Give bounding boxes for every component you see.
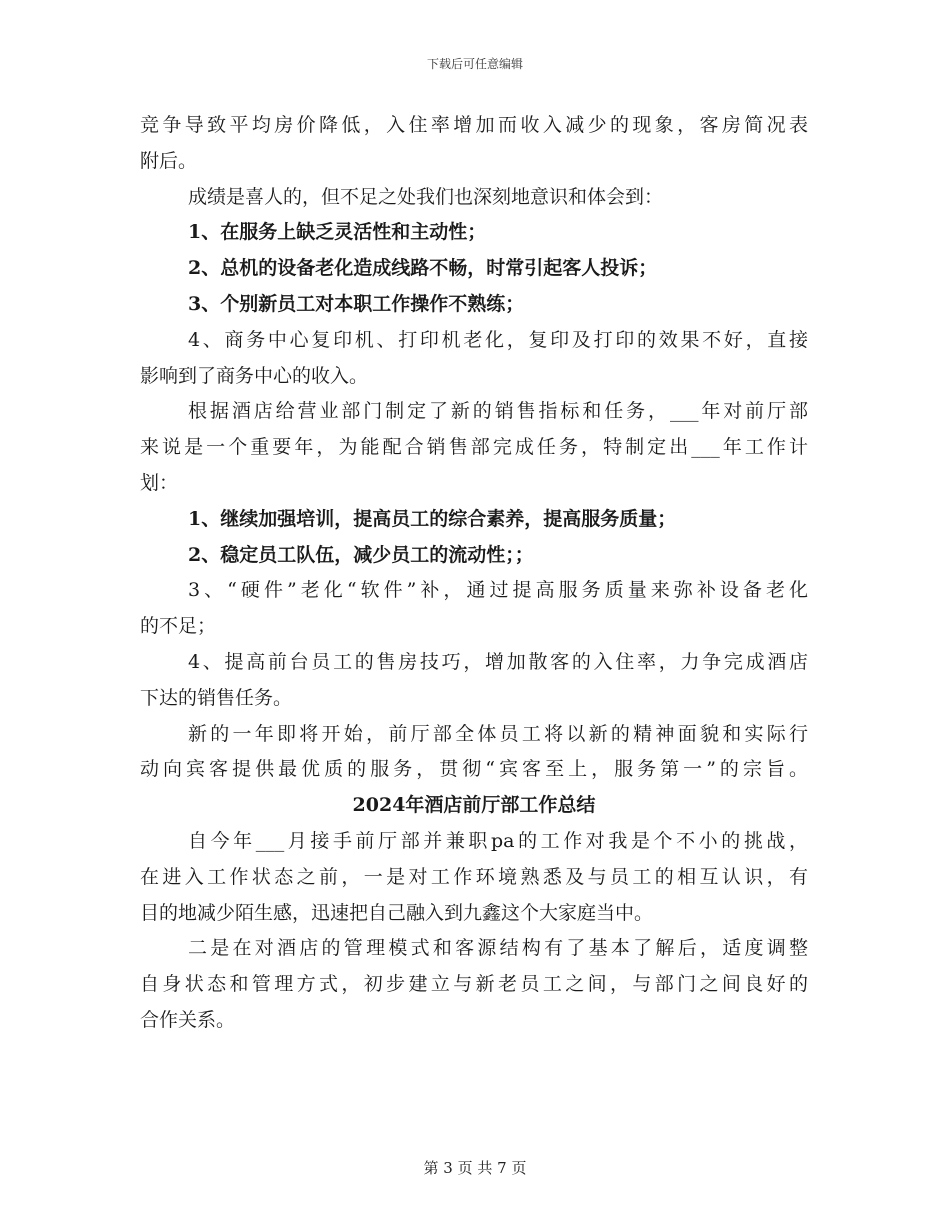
text-line: 4、商务中心复印机、打印机老化，复印及打印的效果不好，直接 <box>188 328 808 351</box>
text-line: 的不足； <box>140 615 217 638</box>
text-line: 影响到了商务中心的收入。 <box>140 364 369 387</box>
text-line: 划： <box>140 471 179 494</box>
text-line: 4、提高前台员工的售房技巧，增加散客的入住率，力争完成酒店 <box>188 650 808 673</box>
page-header: 下载后可任意编辑 <box>426 57 523 71</box>
text-line: 1、继续加强培训，提高员工的综合素养，提高服务质量； <box>188 507 677 530</box>
text-line: 2、稳定员工队伍，减少员工的流动性；； <box>188 543 534 566</box>
text-line: 二是在对酒店的管理模式和客源结构有了基本了解后，适度调整 <box>188 937 808 960</box>
page-footer: 第 3 页 共 7 页 <box>423 1159 527 1177</box>
text-line: 自今年___月接手前厅部并兼职pa的工作对我是个不小的挑战， <box>188 829 808 852</box>
text-line: 新的一年即将开始，前厅部全体员工将以新的精神面貌和实际行 <box>188 722 808 745</box>
text-line: 成绩是喜人的，但不足之处我们也深刻地意识和体会到： <box>188 185 664 208</box>
text-line: 在进入工作状态之前，一是对工作环境熟悉及与员工的相互认识，有 <box>140 865 808 888</box>
text-line: 动向宾客提供最优质的服务，贯彻“宾客至上，服务第一”的宗旨。 <box>140 758 808 781</box>
text-line: 竞争导致平均房价降低，入住率增加而收入减少的现象，客房简况表 <box>140 114 808 136</box>
text-line: 自身状态和管理方式，初步建立与新老员工之间，与部门之间良好的 <box>140 973 808 996</box>
text-line: 附后。 <box>140 149 198 172</box>
text-line: 目的地减少陌生感，迅速把自己融入到九鑫这个大家庭当中。 <box>140 901 654 924</box>
text-line: 来说是一个重要年，为能配合销售部完成任务，特制定出___年工作计 <box>140 436 808 459</box>
text-line: 合作关系。 <box>140 1008 236 1031</box>
section-heading: 2024年酒店前厅部工作总结 <box>352 794 596 817</box>
document-body <box>140 108 808 1039</box>
text-line: 下达的销售任务。 <box>140 686 293 709</box>
text-line: 1、在服务上缺乏灵活性和主动性； <box>188 221 487 244</box>
text-line: 2、总机的设备老化造成线路不畅，时常引起客人投诉； <box>188 257 658 280</box>
text-line: 3、“硬件”老化“软件”补，通过提高服务质量来弥补设备老化 <box>188 579 808 602</box>
text-line: 3、个别新员工对本职工作操作不熟练； <box>188 292 525 315</box>
text-line: 根据酒店给营业部门制定了新的销售指标和任务，___年对前厅部 <box>188 400 808 423</box>
